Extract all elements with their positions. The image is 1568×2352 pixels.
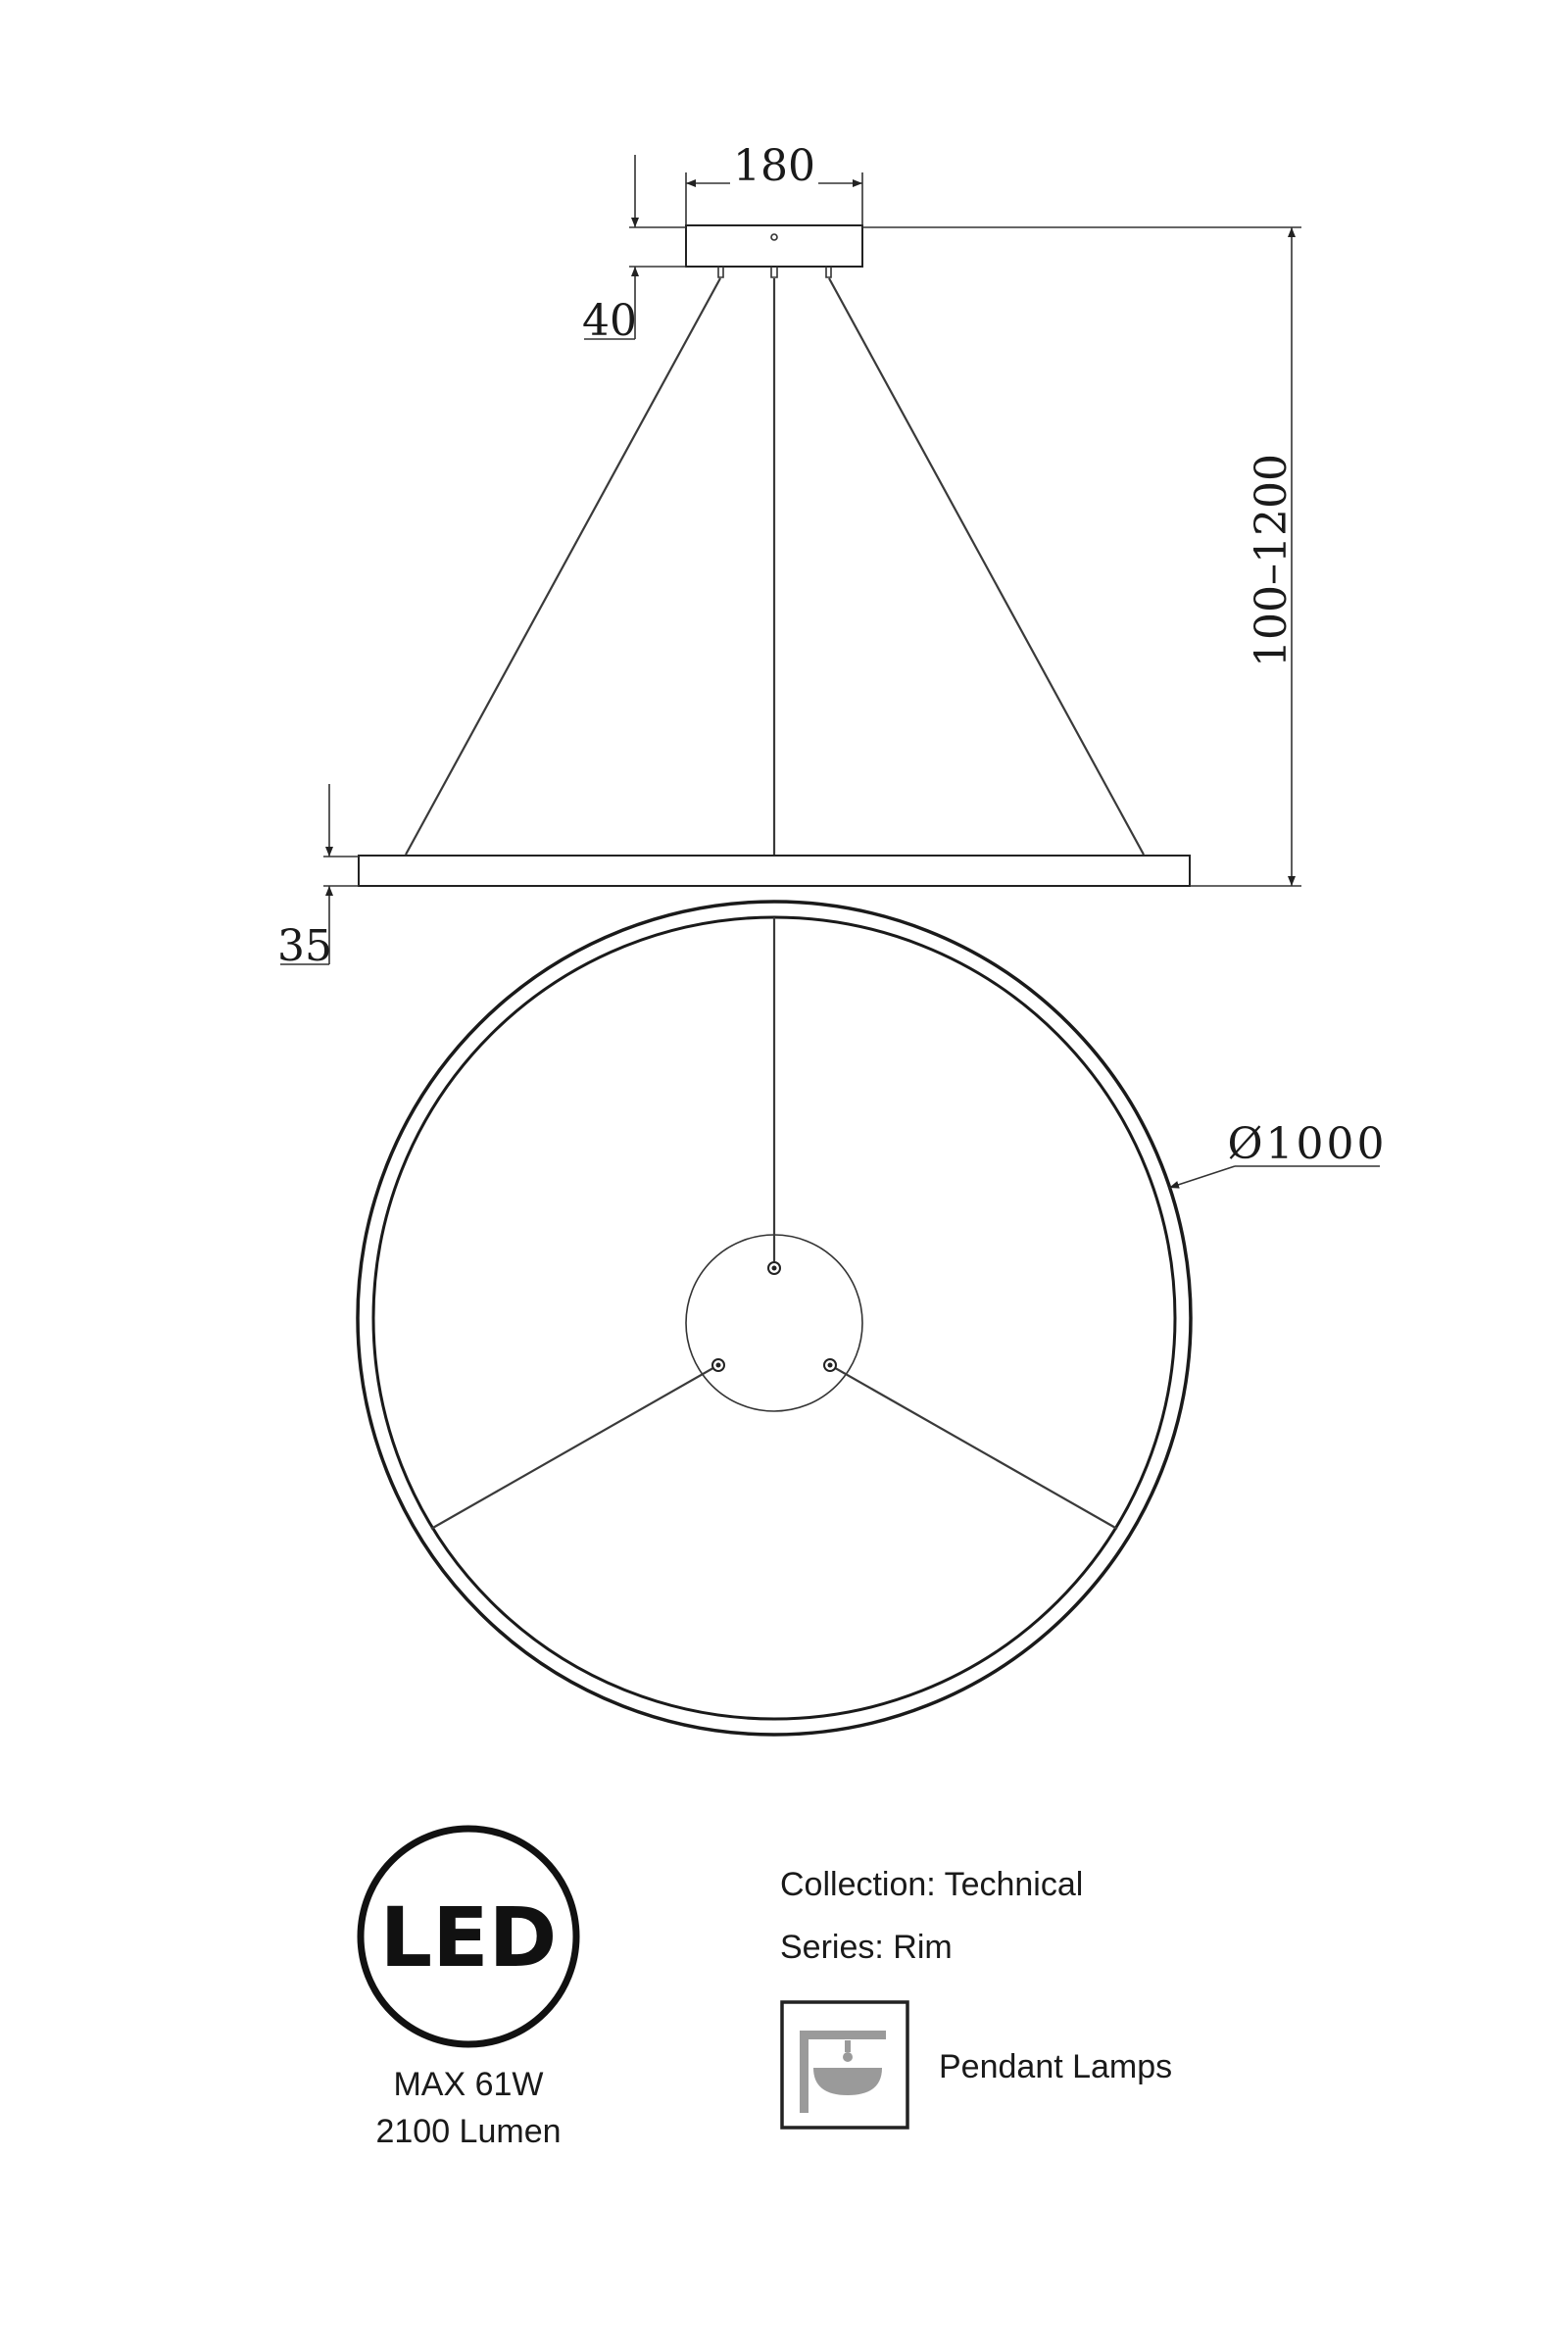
ring-profile (359, 856, 1190, 886)
series-label: Series: Rim (780, 1929, 953, 1966)
cable-grip-right (826, 267, 831, 277)
cable-right (829, 278, 1144, 855)
category-label: Pendant Lamps (939, 2048, 1173, 2085)
anchor-right-dot (828, 1363, 833, 1368)
led-badge (361, 1829, 576, 2150)
led-badge-text: LED (379, 1889, 558, 1985)
cable-grip-left (718, 267, 723, 277)
top-view (358, 902, 1388, 1735)
dim-canopy-height: 40 (582, 296, 637, 346)
anchor-left-dot (716, 1363, 721, 1368)
dim-canopy-width: 180 (733, 141, 815, 191)
dim-diameter-leader (1169, 1166, 1235, 1188)
collection-label: Collection: Technical (780, 1866, 1084, 1903)
canopy (686, 225, 862, 267)
canopy-screw (771, 234, 777, 240)
cable-top-view-left (431, 1365, 718, 1529)
product-info (780, 1866, 1172, 2128)
cable-grip-center (771, 267, 777, 277)
led-lumen: 2100 Lumen (375, 2113, 562, 2150)
side-view (277, 141, 1301, 971)
anchor-center-dot (772, 1266, 777, 1271)
dim-suspension-length: 100–1200 (1247, 454, 1297, 667)
dim-ring-height: 35 (277, 921, 332, 971)
cable-top-view-right (830, 1365, 1117, 1529)
pendant-lamp-icon (782, 2002, 907, 2128)
led-power: MAX 61W (393, 2066, 544, 2103)
cable-left (406, 278, 720, 855)
dim-ring-diameter: Ø1000 (1227, 1119, 1388, 1169)
